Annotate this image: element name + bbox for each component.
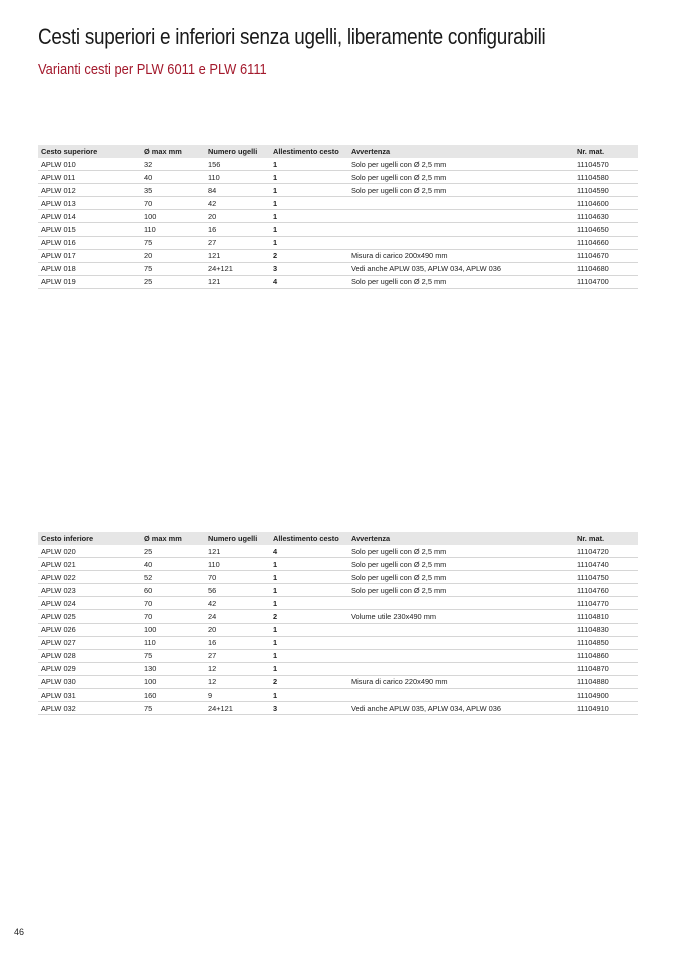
table-row [38, 262, 638, 275]
cell-basket-configuration: 1 [270, 636, 348, 649]
column-header-max-diameter: Ø max mm [141, 532, 205, 545]
cell-basket-code: APLW 029 [38, 662, 141, 675]
cell-max-diameter: 75 [141, 649, 205, 662]
cell-max-diameter: 20 [141, 249, 205, 262]
table-row [38, 649, 638, 662]
cell-max-diameter: 100 [141, 623, 205, 636]
cell-basket-code: APLW 011 [38, 171, 141, 184]
cell-max-diameter: 75 [141, 702, 205, 715]
cell-basket-code: APLW 030 [38, 675, 141, 688]
table-row [38, 545, 638, 558]
cell-nozzle-count: 16 [205, 223, 270, 236]
cell-material-number: 11104600 [574, 197, 638, 210]
cell-note: Vedi anche APLW 035, APLW 034, APLW 036 [348, 262, 574, 275]
cell-basket-configuration: 1 [270, 584, 348, 597]
table-row [38, 171, 638, 184]
cell-nozzle-count: 12 [205, 675, 270, 688]
page-number: 46 [14, 927, 25, 937]
cell-basket-configuration: 4 [270, 275, 348, 288]
cell-max-diameter: 70 [141, 197, 205, 210]
column-header-note: Avvertenza [348, 145, 574, 158]
cell-note: Solo per ugelli con Ø 2,5 mm [348, 171, 574, 184]
cell-basket-configuration: 2 [270, 675, 348, 688]
cell-note: Solo per ugelli con Ø 2,5 mm [348, 558, 574, 571]
cell-max-diameter: 52 [141, 571, 205, 584]
cell-max-diameter: 75 [141, 236, 205, 249]
cell-material-number: 11104590 [574, 184, 638, 197]
table-row [38, 275, 638, 288]
cell-max-diameter: 70 [141, 597, 205, 610]
table-row [38, 558, 638, 571]
cell-nozzle-count: 24+121 [205, 262, 270, 275]
cell-basket-configuration: 2 [270, 610, 348, 623]
cell-basket-code: APLW 018 [38, 262, 141, 275]
cell-basket-code: APLW 022 [38, 571, 141, 584]
cell-nozzle-count: 16 [205, 636, 270, 649]
column-header-note: Avvertenza [348, 532, 574, 545]
cell-note [348, 197, 574, 210]
cell-max-diameter: 70 [141, 610, 205, 623]
cell-note [348, 649, 574, 662]
cell-nozzle-count: 121 [205, 249, 270, 262]
cell-material-number: 11104830 [574, 623, 638, 636]
cell-note: Solo per ugelli con Ø 2,5 mm [348, 158, 574, 171]
cell-material-number: 11104580 [574, 171, 638, 184]
cell-note [348, 689, 574, 702]
cell-material-number: 11104810 [574, 610, 638, 623]
cell-max-diameter: 35 [141, 184, 205, 197]
cell-basket-code: APLW 027 [38, 636, 141, 649]
cell-material-number: 11104720 [574, 545, 638, 558]
table-row [38, 675, 638, 688]
cell-material-number: 11104750 [574, 571, 638, 584]
cell-max-diameter: 160 [141, 689, 205, 702]
cell-max-diameter: 110 [141, 223, 205, 236]
cell-basket-configuration: 2 [270, 249, 348, 262]
cell-nozzle-count: 121 [205, 275, 270, 288]
cell-nozzle-count: 27 [205, 649, 270, 662]
column-header-basket-code: Cesto inferiore [38, 532, 141, 545]
page-title: Cesti superiori e inferiori senza ugelli, liberamente configurabili [38, 24, 546, 49]
table-row [38, 584, 638, 597]
cell-max-diameter: 100 [141, 675, 205, 688]
upper-basket-table [38, 145, 638, 289]
cell-material-number: 11104630 [574, 210, 638, 223]
cell-basket-code: APLW 031 [38, 689, 141, 702]
cell-basket-configuration: 1 [270, 223, 348, 236]
cell-max-diameter: 32 [141, 158, 205, 171]
cell-note [348, 597, 574, 610]
cell-basket-code: APLW 014 [38, 210, 141, 223]
cell-max-diameter: 25 [141, 275, 205, 288]
cell-material-number: 11104900 [574, 689, 638, 702]
cell-note: Solo per ugelli con Ø 2,5 mm [348, 275, 574, 288]
cell-material-number: 11104870 [574, 662, 638, 675]
cell-max-diameter: 100 [141, 210, 205, 223]
cell-basket-configuration: 1 [270, 171, 348, 184]
column-header-material-number: Nr. mat. [574, 145, 638, 158]
cell-basket-configuration: 1 [270, 210, 348, 223]
cell-nozzle-count: 12 [205, 662, 270, 675]
cell-material-number: 11104770 [574, 597, 638, 610]
cell-nozzle-count: 42 [205, 597, 270, 610]
cell-basket-configuration: 1 [270, 558, 348, 571]
cell-note [348, 623, 574, 636]
cell-basket-configuration: 3 [270, 262, 348, 275]
table-row [38, 236, 638, 249]
table-row [38, 689, 638, 702]
cell-nozzle-count: 9 [205, 689, 270, 702]
cell-material-number: 11104700 [574, 275, 638, 288]
table-row [38, 702, 638, 715]
cell-basket-configuration: 3 [270, 702, 348, 715]
table-header-row [38, 532, 638, 545]
cell-nozzle-count: 42 [205, 197, 270, 210]
cell-basket-configuration: 1 [270, 623, 348, 636]
cell-basket-configuration: 1 [270, 597, 348, 610]
cell-basket-configuration: 1 [270, 184, 348, 197]
cell-basket-code: APLW 025 [38, 610, 141, 623]
cell-note [348, 662, 574, 675]
cell-material-number: 11104850 [574, 636, 638, 649]
table-row [38, 210, 638, 223]
cell-nozzle-count: 27 [205, 236, 270, 249]
cell-basket-configuration: 1 [270, 571, 348, 584]
cell-note [348, 636, 574, 649]
table-row [38, 197, 638, 210]
column-header-material-number: Nr. mat. [574, 532, 638, 545]
cell-note: Solo per ugelli con Ø 2,5 mm [348, 571, 574, 584]
cell-basket-code: APLW 020 [38, 545, 141, 558]
column-header-nozzle-count: Numero ugelli [205, 145, 270, 158]
cell-max-diameter: 60 [141, 584, 205, 597]
cell-basket-code: APLW 028 [38, 649, 141, 662]
cell-nozzle-count: 56 [205, 584, 270, 597]
cell-max-diameter: 75 [141, 262, 205, 275]
cell-note: Volume utile 230x490 mm [348, 610, 574, 623]
column-header-basket-code: Cesto superiore [38, 145, 141, 158]
table-row [38, 249, 638, 262]
cell-material-number: 11104570 [574, 158, 638, 171]
cell-note: Vedi anche APLW 035, APLW 034, APLW 036 [348, 702, 574, 715]
cell-basket-configuration: 1 [270, 197, 348, 210]
cell-nozzle-count: 110 [205, 171, 270, 184]
cell-max-diameter: 110 [141, 636, 205, 649]
cell-basket-code: APLW 017 [38, 249, 141, 262]
cell-nozzle-count: 84 [205, 184, 270, 197]
cell-max-diameter: 40 [141, 171, 205, 184]
cell-basket-configuration: 4 [270, 545, 348, 558]
cell-material-number: 11104650 [574, 223, 638, 236]
table-row [38, 597, 638, 610]
table-row [38, 158, 638, 171]
cell-basket-code: APLW 023 [38, 584, 141, 597]
cell-note: Misura di carico 220x490 mm [348, 675, 574, 688]
table-row [38, 636, 638, 649]
cell-material-number: 11104880 [574, 675, 638, 688]
cell-nozzle-count: 121 [205, 545, 270, 558]
cell-material-number: 11104660 [574, 236, 638, 249]
cell-nozzle-count: 24 [205, 610, 270, 623]
cell-material-number: 11104670 [574, 249, 638, 262]
lower-basket-table [38, 532, 638, 715]
cell-basket-code: APLW 026 [38, 623, 141, 636]
cell-basket-configuration: 1 [270, 689, 348, 702]
cell-basket-code: APLW 010 [38, 158, 141, 171]
table-row [38, 623, 638, 636]
cell-nozzle-count: 24+121 [205, 702, 270, 715]
cell-basket-configuration: 1 [270, 158, 348, 171]
cell-basket-configuration: 1 [270, 649, 348, 662]
column-header-max-diameter: Ø max mm [141, 145, 205, 158]
column-header-nozzle-count: Numero ugelli [205, 532, 270, 545]
column-header-basket-configuration: Allestimento cesto [270, 145, 348, 158]
cell-note: Solo per ugelli con Ø 2,5 mm [348, 584, 574, 597]
cell-basket-code: APLW 013 [38, 197, 141, 210]
cell-nozzle-count: 20 [205, 210, 270, 223]
cell-max-diameter: 40 [141, 558, 205, 571]
cell-basket-code: APLW 016 [38, 236, 141, 249]
cell-material-number: 11104910 [574, 702, 638, 715]
cell-basket-code: APLW 032 [38, 702, 141, 715]
cell-note [348, 236, 574, 249]
cell-basket-configuration: 1 [270, 662, 348, 675]
cell-basket-code: APLW 019 [38, 275, 141, 288]
cell-material-number: 11104740 [574, 558, 638, 571]
cell-basket-code: APLW 015 [38, 223, 141, 236]
page-subtitle: Varianti cesti per PLW 6011 e PLW 6111 [38, 61, 267, 78]
column-header-basket-configuration: Allestimento cesto [270, 532, 348, 545]
cell-note: Misura di carico 200x490 mm [348, 249, 574, 262]
cell-material-number: 11104860 [574, 649, 638, 662]
cell-nozzle-count: 110 [205, 558, 270, 571]
cell-material-number: 11104760 [574, 584, 638, 597]
cell-note [348, 210, 574, 223]
cell-max-diameter: 130 [141, 662, 205, 675]
cell-nozzle-count: 70 [205, 571, 270, 584]
table-row [38, 571, 638, 584]
table-row [38, 610, 638, 623]
table-row [38, 223, 638, 236]
cell-basket-code: APLW 021 [38, 558, 141, 571]
table-row [38, 184, 638, 197]
cell-note: Solo per ugelli con Ø 2,5 mm [348, 545, 574, 558]
cell-basket-configuration: 1 [270, 236, 348, 249]
cell-note [348, 223, 574, 236]
cell-max-diameter: 25 [141, 545, 205, 558]
cell-note: Solo per ugelli con Ø 2,5 mm [348, 184, 574, 197]
cell-nozzle-count: 20 [205, 623, 270, 636]
cell-basket-code: APLW 012 [38, 184, 141, 197]
cell-basket-code: APLW 024 [38, 597, 141, 610]
cell-nozzle-count: 156 [205, 158, 270, 171]
table-header-row [38, 145, 638, 158]
cell-material-number: 11104680 [574, 262, 638, 275]
table-row [38, 662, 638, 675]
